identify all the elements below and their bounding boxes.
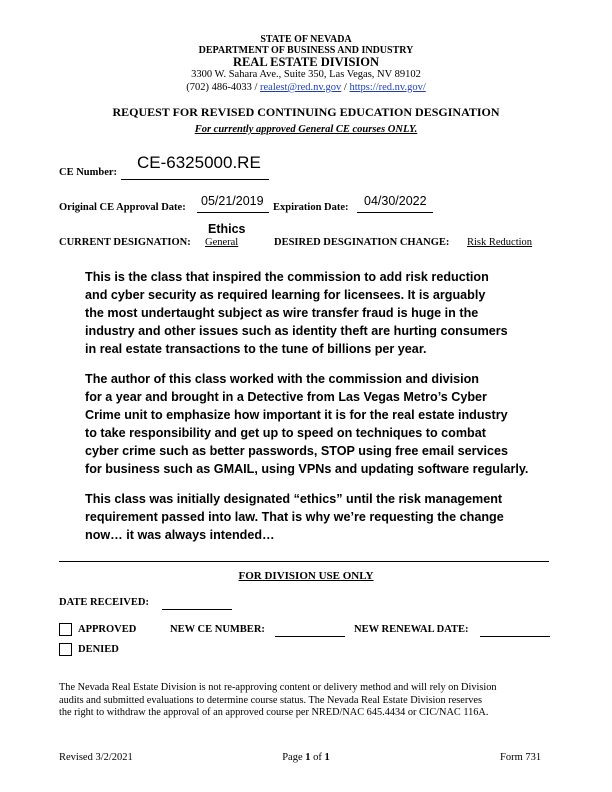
disclaimer: [59, 682, 559, 720]
new-renewal-date-label: NEW RENEWAL DATE:: [354, 624, 469, 635]
header-department: DEPARTMENT OF BUSINESS AND INDUSTRY: [198, 45, 414, 56]
approval-date-value: 05/21/2019: [201, 194, 264, 208]
page-number: 1: [305, 752, 311, 763]
request-notes: [85, 268, 545, 556]
header-division: REAL ESTATE DIVISION: [232, 55, 380, 69]
note-line: for business such as GMAIL, using VPNs and updating software regularly.: [85, 462, 529, 476]
header-phone: (702) 486-4033 /: [186, 82, 260, 93]
note-line: cyber crime such as better passwords, STOP using free email services: [85, 444, 509, 458]
form-title: REQUEST FOR REVISED CONTINUING EDUCATION DESGINATION: [112, 105, 500, 119]
form-subtitle: For currently approved General CE courses ONLY.: [194, 124, 418, 135]
date-received-label: DATE RECEIVED:: [59, 597, 149, 608]
division-use-heading: FOR DIVISION USE ONLY: [238, 570, 374, 582]
header-contact: [0, 82, 612, 93]
note-line: the most undertaught subject as wire transfer fraud is huge in the: [85, 306, 479, 320]
new-ce-number-label: NEW CE NUMBER:: [170, 624, 265, 635]
approval-date-label: Original CE Approval Date:: [59, 202, 186, 213]
note-line: The author of this class worked with the commission and division: [85, 372, 479, 386]
current-designation-value: General: [205, 237, 239, 248]
disclaimer-line: The Nevada Real Estate Division is not re-approving content or delivery method and will rely on Division: [59, 682, 497, 693]
note-line: Crime unit to emphasize how important it is for the real estate industry: [85, 408, 508, 422]
header-state: STATE OF NEVADA: [260, 34, 352, 45]
denied-label: DENIED: [78, 644, 119, 655]
note-paragraph-1: [85, 268, 545, 358]
current-designation-handwritten: Ethics: [208, 222, 246, 236]
note-line: and cyber security as required learning for licensees. It is arguably: [85, 288, 486, 302]
approved-checkbox[interactable]: [59, 623, 72, 636]
note-line: to take responsibility and get up to speed on techniques to combat: [85, 426, 486, 440]
ce-number-label: CE Number:: [59, 167, 118, 178]
note-paragraph-2: [85, 370, 545, 478]
footer-revised: Revised 3/2/2021: [59, 752, 133, 763]
footer-form-number: Form 731: [500, 752, 542, 763]
note-line: for a year and brought in a Detective from Las Vegas Metro’s Cyber: [85, 390, 487, 404]
note-paragraph-3: [85, 490, 545, 544]
ce-number-field[interactable]: [121, 153, 269, 180]
desired-change-value: Risk Reduction: [467, 237, 533, 248]
date-received-field[interactable]: [162, 598, 232, 610]
note-line: in real estate transactions to the tune of billions per year.: [85, 342, 427, 356]
page-prefix: Page: [282, 752, 306, 763]
new-renewal-date-field[interactable]: [480, 625, 550, 637]
disclaimer-line: the right to withdraw the approval of an approved course per NRED/NAC 645.4434 or CIC/NAC 116A.: [59, 707, 489, 718]
page-total: 1: [324, 752, 330, 763]
expiration-date-value: 04/30/2022: [364, 194, 427, 208]
note-line: industry and other issues such as identity theft are hurting consumers: [85, 324, 508, 338]
expiration-date-label: Expiration Date:: [273, 202, 349, 213]
current-designation-label: CURRENT DESIGNATION:: [59, 237, 191, 248]
header-address: 3300 W. Sahara Ave., Suite 350, Las Vegas, NV 89102: [191, 69, 421, 80]
approved-label: APPROVED: [78, 624, 137, 635]
approval-date-field[interactable]: [197, 194, 269, 213]
expiration-date-field[interactable]: [357, 194, 433, 213]
new-ce-number-field[interactable]: [275, 625, 345, 637]
email-link[interactable]: realest@red.nv.gov: [260, 82, 342, 93]
divider: [59, 561, 549, 562]
note-line: requirement passed into law. That is why we’re requesting the change: [85, 510, 504, 524]
ce-number-value: CE-6325000.RE: [137, 153, 261, 172]
disclaimer-line: audits and submitted evaluations to determine course status. The Nevada Real Estate Division reserves: [59, 694, 483, 706]
website-link[interactable]: https://red.nv.gov/: [349, 82, 426, 93]
note-line: This class was initially designated “ethics” until the risk management: [85, 492, 503, 506]
page-of: of: [310, 752, 325, 763]
denied-checkbox[interactable]: [59, 643, 72, 656]
note-line: now… it was always intended…: [85, 528, 275, 542]
note-line: This is the class that inspired the commission to add risk reduction: [85, 270, 489, 284]
desired-change-label: DESIRED DESGINATION CHANGE:: [274, 237, 450, 248]
header-separator: /: [341, 82, 350, 93]
